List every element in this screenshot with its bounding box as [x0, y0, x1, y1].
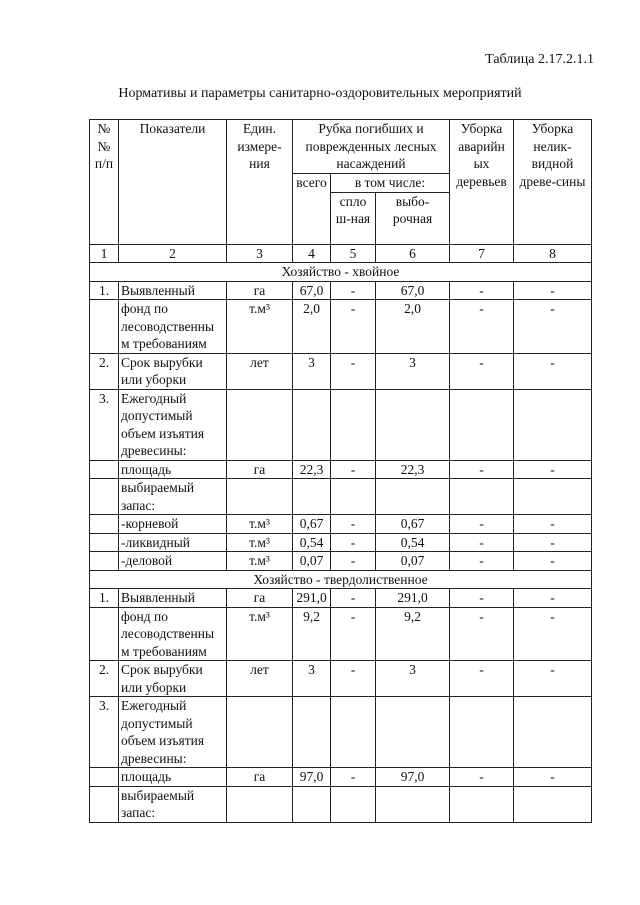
row-total: [293, 786, 331, 822]
row-total: [293, 389, 331, 460]
row-nonliquid: [514, 697, 592, 768]
row-emergency: -: [450, 768, 514, 787]
row-selective: [376, 389, 450, 460]
table-row: [90, 552, 592, 571]
row-label: Срок вырубки или уборки: [119, 353, 227, 389]
row-unit: т.м³: [227, 533, 293, 552]
row-unit: т.м³: [227, 552, 293, 571]
row-unit: [227, 389, 293, 460]
row-unit: лет: [227, 353, 293, 389]
document-title: Нормативы и параметры санитарно-оздоровительных мероприятий: [118, 86, 522, 101]
col-number: 6: [376, 244, 450, 263]
row-emergency: -: [450, 552, 514, 571]
header-including: в том числе:: [331, 174, 450, 193]
header-cutting: Рубка погибших и поврежденных лесных насаждений: [293, 120, 450, 174]
table-row: [90, 460, 592, 479]
row-num: [90, 515, 119, 534]
table-row: [90, 300, 592, 354]
col-number: 2: [119, 244, 227, 263]
row-num: 3.: [90, 697, 119, 768]
row-selective: 2,0: [376, 300, 450, 354]
row-selective: 0,07: [376, 552, 450, 571]
row-total: 2,0: [293, 300, 331, 354]
row-unit: т.м³: [227, 607, 293, 661]
table-row: [90, 786, 592, 822]
row-total: 3: [293, 661, 331, 697]
row-clear: -: [331, 533, 376, 552]
header-nonliquid: Уборка нелик-видной древе-сины: [514, 120, 592, 245]
row-label: Выявленный: [119, 589, 227, 608]
row-clear: -: [331, 353, 376, 389]
row-unit: га: [227, 281, 293, 300]
row-nonliquid: -: [514, 589, 592, 608]
row-selective: 67,0: [376, 281, 450, 300]
section-title: Хозяйство - хвойное: [90, 263, 592, 282]
table-number: Таблица 2.17.2.1.1: [485, 52, 594, 67]
row-total: 67,0: [293, 281, 331, 300]
row-num: [90, 552, 119, 571]
row-nonliquid: -: [514, 353, 592, 389]
row-selective: 0,54: [376, 533, 450, 552]
row-clear: -: [331, 768, 376, 787]
col-number: 4: [293, 244, 331, 263]
header-selective: выбо-рочная: [376, 192, 450, 244]
norms-table: [89, 119, 592, 823]
row-total: 291,0: [293, 589, 331, 608]
col-number: 8: [514, 244, 592, 263]
col-number: 3: [227, 244, 293, 263]
row-emergency: [450, 389, 514, 460]
header-unit: Един. измере-ния: [227, 120, 293, 245]
row-nonliquid: [514, 479, 592, 515]
table-row: [90, 353, 592, 389]
row-clear: [331, 479, 376, 515]
row-selective: 0,67: [376, 515, 450, 534]
row-clear: -: [331, 460, 376, 479]
row-total: 9,2: [293, 607, 331, 661]
row-selective: 97,0: [376, 768, 450, 787]
row-unit: [227, 697, 293, 768]
row-unit: [227, 786, 293, 822]
row-label: площадь: [119, 768, 227, 787]
header-num: № № п/п: [90, 120, 119, 245]
row-emergency: -: [450, 353, 514, 389]
header-clear: спло ш-ная: [331, 192, 376, 244]
row-num: 1.: [90, 589, 119, 608]
row-nonliquid: -: [514, 300, 592, 354]
row-num: [90, 786, 119, 822]
row-num: [90, 607, 119, 661]
table-row: [90, 281, 592, 300]
row-clear: -: [331, 607, 376, 661]
table-row: [90, 589, 592, 608]
header-total: всего: [293, 174, 331, 245]
row-nonliquid: -: [514, 281, 592, 300]
row-label: -ликвидный: [119, 533, 227, 552]
row-emergency: -: [450, 533, 514, 552]
row-label: выбираемый запас:: [119, 786, 227, 822]
row-num: 2.: [90, 661, 119, 697]
row-emergency: -: [450, 515, 514, 534]
row-nonliquid: [514, 389, 592, 460]
table-row: [90, 515, 592, 534]
row-unit: га: [227, 460, 293, 479]
table-row: [90, 533, 592, 552]
row-total: 0,54: [293, 533, 331, 552]
row-unit: лет: [227, 661, 293, 697]
row-num: [90, 300, 119, 354]
row-label: фонд по лесоводственны м требованиям: [119, 300, 227, 354]
row-total: 22,3: [293, 460, 331, 479]
row-emergency: [450, 697, 514, 768]
row-nonliquid: -: [514, 515, 592, 534]
row-emergency: -: [450, 661, 514, 697]
col-number: 5: [331, 244, 376, 263]
row-total: [293, 697, 331, 768]
row-unit: га: [227, 768, 293, 787]
row-emergency: -: [450, 281, 514, 300]
row-selective: 3: [376, 661, 450, 697]
row-num: [90, 479, 119, 515]
row-clear: [331, 786, 376, 822]
row-nonliquid: -: [514, 661, 592, 697]
row-selective: [376, 479, 450, 515]
row-selective: [376, 697, 450, 768]
row-nonliquid: -: [514, 460, 592, 479]
section-header-row: [90, 570, 592, 589]
row-selective: 3: [376, 353, 450, 389]
row-label: Выявленный: [119, 281, 227, 300]
row-clear: -: [331, 661, 376, 697]
row-label: выбираемый запас:: [119, 479, 227, 515]
row-clear: -: [331, 281, 376, 300]
col-number: 1: [90, 244, 119, 263]
row-clear: [331, 697, 376, 768]
row-num: 2.: [90, 353, 119, 389]
row-nonliquid: -: [514, 552, 592, 571]
row-emergency: [450, 479, 514, 515]
row-label: Ежегодный допустимый объем изъятия древесины:: [119, 389, 227, 460]
row-label: фонд по лесоводственны м требованиям: [119, 607, 227, 661]
row-label: -корневой: [119, 515, 227, 534]
row-nonliquid: -: [514, 768, 592, 787]
section-header-row: [90, 263, 592, 282]
row-num: [90, 460, 119, 479]
section-title: Хозяйство - твердолиственное: [90, 570, 592, 589]
header-indicator: Показатели: [119, 120, 227, 245]
row-clear: -: [331, 515, 376, 534]
header-emergency: Уборка аварийн ых деревьев: [450, 120, 514, 245]
row-num: 3.: [90, 389, 119, 460]
table-row: [90, 768, 592, 787]
row-num: [90, 768, 119, 787]
row-emergency: -: [450, 300, 514, 354]
row-num: 1.: [90, 281, 119, 300]
table-row: [90, 389, 592, 460]
row-clear: -: [331, 589, 376, 608]
row-label: Ежегодный допустимый объем изъятия древесины:: [119, 697, 227, 768]
row-num: [90, 533, 119, 552]
row-unit: т.м³: [227, 515, 293, 534]
table-row: [90, 479, 592, 515]
row-total: 0,67: [293, 515, 331, 534]
col-number: 7: [450, 244, 514, 263]
row-total: 0,07: [293, 552, 331, 571]
row-emergency: -: [450, 589, 514, 608]
row-unit: т.м³: [227, 300, 293, 354]
row-emergency: -: [450, 460, 514, 479]
column-number-row: [90, 244, 592, 263]
row-total: 3: [293, 353, 331, 389]
row-selective: 9,2: [376, 607, 450, 661]
row-clear: -: [331, 552, 376, 571]
row-selective: 291,0: [376, 589, 450, 608]
row-label: -деловой: [119, 552, 227, 571]
row-total: 97,0: [293, 768, 331, 787]
row-unit: [227, 479, 293, 515]
row-nonliquid: -: [514, 533, 592, 552]
row-total: [293, 479, 331, 515]
table-row: [90, 607, 592, 661]
row-selective: 22,3: [376, 460, 450, 479]
row-nonliquid: [514, 786, 592, 822]
row-label: площадь: [119, 460, 227, 479]
row-clear: -: [331, 300, 376, 354]
row-selective: [376, 786, 450, 822]
row-unit: га: [227, 589, 293, 608]
row-clear: [331, 389, 376, 460]
row-emergency: [450, 786, 514, 822]
table-row: [90, 697, 592, 768]
row-nonliquid: -: [514, 607, 592, 661]
table-row: [90, 661, 592, 697]
row-emergency: -: [450, 607, 514, 661]
row-label: Срок вырубки или уборки: [119, 661, 227, 697]
